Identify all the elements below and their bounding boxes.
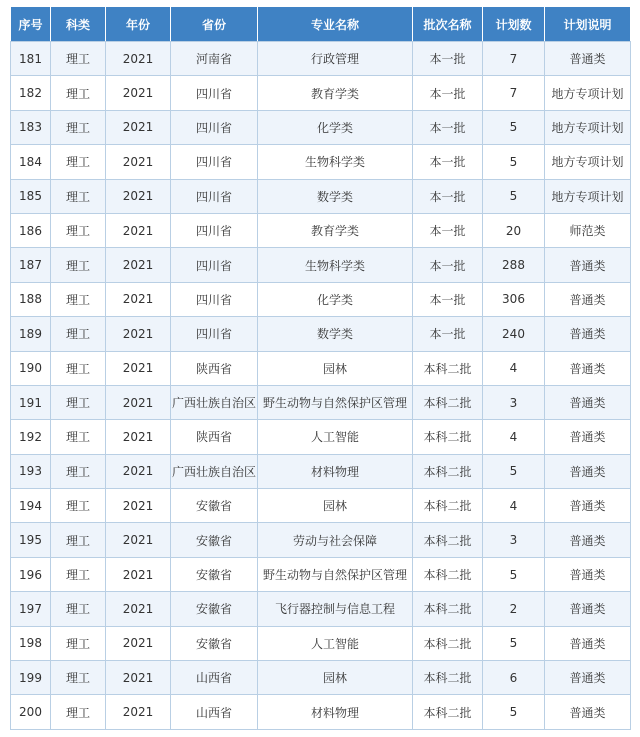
cell-plan-note: 地方专项计划 (545, 145, 631, 179)
cell-index: 198 (11, 626, 51, 660)
cell-index: 181 (11, 42, 51, 76)
table-row (11, 385, 631, 419)
cell-index: 182 (11, 76, 51, 110)
cell-batch: 本一批 (413, 42, 483, 76)
cell-index: 189 (11, 317, 51, 351)
table-row (11, 76, 631, 110)
cell-province: 广西壮族自治区 (171, 385, 258, 419)
cell-batch: 本科二批 (413, 351, 483, 385)
cell-province: 山西省 (171, 695, 258, 729)
cell-plan-count: 4 (483, 489, 545, 523)
table-row (11, 523, 631, 557)
cell-plan-note: 普通类 (545, 661, 631, 695)
cell-year: 2021 (106, 626, 171, 660)
cell-batch: 本一批 (413, 76, 483, 110)
cell-index: 195 (11, 523, 51, 557)
cell-batch: 本科二批 (413, 523, 483, 557)
cell-index: 196 (11, 557, 51, 591)
cell-plan-count: 5 (483, 695, 545, 729)
table-row (11, 145, 631, 179)
table-header (11, 7, 631, 42)
cell-plan-note: 普通类 (545, 454, 631, 488)
table-row (11, 420, 631, 454)
cell-plan-count: 6 (483, 661, 545, 695)
cell-plan-note: 普通类 (545, 695, 631, 729)
cell-subject-type: 理工 (51, 282, 106, 316)
cell-year: 2021 (106, 317, 171, 351)
cell-year: 2021 (106, 523, 171, 557)
table-row (11, 489, 631, 523)
cell-province: 四川省 (171, 76, 258, 110)
cell-major: 行政管理 (258, 42, 413, 76)
cell-year: 2021 (106, 76, 171, 110)
cell-subject-type: 理工 (51, 626, 106, 660)
table-row (11, 42, 631, 76)
cell-major: 化学类 (258, 282, 413, 316)
cell-subject-type: 理工 (51, 213, 106, 247)
cell-year: 2021 (106, 351, 171, 385)
cell-plan-note: 地方专项计划 (545, 76, 631, 110)
cell-batch: 本一批 (413, 179, 483, 213)
cell-province: 陕西省 (171, 351, 258, 385)
cell-plan-note: 地方专项计划 (545, 179, 631, 213)
table-row (11, 592, 631, 626)
cell-major: 数学类 (258, 317, 413, 351)
cell-subject-type: 理工 (51, 145, 106, 179)
cell-major: 野生动物与自然保护区管理 (258, 557, 413, 591)
cell-batch: 本一批 (413, 213, 483, 247)
cell-plan-note: 普通类 (545, 42, 631, 76)
cell-year: 2021 (106, 282, 171, 316)
table-row (11, 179, 631, 213)
cell-plan-count: 3 (483, 523, 545, 557)
cell-index: 186 (11, 213, 51, 247)
cell-major: 教育学类 (258, 213, 413, 247)
cell-major: 园林 (258, 661, 413, 695)
cell-plan-note: 普通类 (545, 592, 631, 626)
cell-batch: 本科二批 (413, 695, 483, 729)
header-cell-province: 省份 (171, 7, 258, 42)
cell-province: 四川省 (171, 110, 258, 144)
cell-province: 安徽省 (171, 489, 258, 523)
cell-province: 安徽省 (171, 523, 258, 557)
cell-year: 2021 (106, 145, 171, 179)
cell-plan-count: 20 (483, 213, 545, 247)
cell-batch: 本一批 (413, 145, 483, 179)
cell-major: 数学类 (258, 179, 413, 213)
cell-year: 2021 (106, 42, 171, 76)
cell-subject-type: 理工 (51, 110, 106, 144)
cell-province: 四川省 (171, 282, 258, 316)
table-row (11, 317, 631, 351)
cell-plan-note: 地方专项计划 (545, 110, 631, 144)
cell-index: 190 (11, 351, 51, 385)
cell-plan-count: 4 (483, 420, 545, 454)
cell-subject-type: 理工 (51, 489, 106, 523)
cell-subject-type: 理工 (51, 592, 106, 626)
cell-plan-count: 240 (483, 317, 545, 351)
cell-province: 安徽省 (171, 626, 258, 660)
cell-subject-type: 理工 (51, 42, 106, 76)
table-row (11, 626, 631, 660)
enrollment-plan-table (10, 6, 631, 730)
cell-year: 2021 (106, 179, 171, 213)
table-row (11, 248, 631, 282)
cell-year: 2021 (106, 454, 171, 488)
cell-major: 飞行器控制与信息工程 (258, 592, 413, 626)
cell-major: 材料物理 (258, 695, 413, 729)
cell-batch: 本科二批 (413, 454, 483, 488)
cell-batch: 本科二批 (413, 661, 483, 695)
table-body (11, 42, 631, 730)
cell-major: 教育学类 (258, 76, 413, 110)
cell-province: 河南省 (171, 42, 258, 76)
cell-plan-count: 5 (483, 179, 545, 213)
cell-province: 陕西省 (171, 420, 258, 454)
cell-batch: 本科二批 (413, 557, 483, 591)
cell-plan-note: 普通类 (545, 351, 631, 385)
cell-year: 2021 (106, 489, 171, 523)
cell-province: 安徽省 (171, 592, 258, 626)
cell-batch: 本科二批 (413, 385, 483, 419)
header-row (11, 7, 631, 42)
cell-province: 安徽省 (171, 557, 258, 591)
cell-plan-count: 5 (483, 454, 545, 488)
cell-batch: 本科二批 (413, 420, 483, 454)
cell-year: 2021 (106, 248, 171, 282)
cell-province: 山西省 (171, 661, 258, 695)
cell-subject-type: 理工 (51, 523, 106, 557)
cell-subject-type: 理工 (51, 454, 106, 488)
cell-province: 四川省 (171, 317, 258, 351)
cell-subject-type: 理工 (51, 695, 106, 729)
cell-plan-count: 7 (483, 42, 545, 76)
cell-plan-note: 普通类 (545, 557, 631, 591)
cell-plan-count: 3 (483, 385, 545, 419)
cell-batch: 本一批 (413, 110, 483, 144)
cell-index: 192 (11, 420, 51, 454)
cell-batch: 本科二批 (413, 489, 483, 523)
table-row (11, 213, 631, 247)
cell-batch: 本一批 (413, 317, 483, 351)
cell-major: 生物科学类 (258, 145, 413, 179)
header-cell-major: 专业名称 (258, 7, 413, 42)
table-row (11, 557, 631, 591)
cell-plan-count: 5 (483, 626, 545, 660)
cell-subject-type: 理工 (51, 76, 106, 110)
table-row (11, 110, 631, 144)
cell-index: 185 (11, 179, 51, 213)
cell-index: 194 (11, 489, 51, 523)
header-cell-batch: 批次名称 (413, 7, 483, 42)
table-row (11, 454, 631, 488)
cell-index: 184 (11, 145, 51, 179)
cell-plan-note: 普通类 (545, 523, 631, 557)
header-cell-index: 序号 (11, 7, 51, 42)
cell-major: 材料物理 (258, 454, 413, 488)
cell-plan-note: 普通类 (545, 282, 631, 316)
cell-plan-count: 306 (483, 282, 545, 316)
cell-index: 188 (11, 282, 51, 316)
cell-province: 四川省 (171, 248, 258, 282)
cell-plan-note: 普通类 (545, 626, 631, 660)
cell-year: 2021 (106, 661, 171, 695)
cell-year: 2021 (106, 420, 171, 454)
cell-major: 园林 (258, 351, 413, 385)
cell-subject-type: 理工 (51, 248, 106, 282)
cell-year: 2021 (106, 592, 171, 626)
cell-year: 2021 (106, 213, 171, 247)
cell-province: 四川省 (171, 213, 258, 247)
table-row (11, 282, 631, 316)
cell-major: 园林 (258, 489, 413, 523)
cell-plan-note: 普通类 (545, 489, 631, 523)
cell-batch: 本一批 (413, 248, 483, 282)
cell-index: 200 (11, 695, 51, 729)
cell-plan-count: 4 (483, 351, 545, 385)
cell-plan-count: 288 (483, 248, 545, 282)
cell-plan-count: 5 (483, 145, 545, 179)
cell-year: 2021 (106, 110, 171, 144)
cell-province: 四川省 (171, 145, 258, 179)
table-row (11, 695, 631, 729)
cell-batch: 本科二批 (413, 592, 483, 626)
cell-subject-type: 理工 (51, 385, 106, 419)
cell-index: 183 (11, 110, 51, 144)
cell-index: 199 (11, 661, 51, 695)
cell-subject-type: 理工 (51, 179, 106, 213)
cell-major: 生物科学类 (258, 248, 413, 282)
cell-index: 191 (11, 385, 51, 419)
cell-plan-note: 普通类 (545, 385, 631, 419)
cell-index: 187 (11, 248, 51, 282)
cell-province: 四川省 (171, 179, 258, 213)
cell-subject-type: 理工 (51, 351, 106, 385)
header-cell-year: 年份 (106, 7, 171, 42)
cell-plan-note: 普通类 (545, 420, 631, 454)
cell-major: 人工智能 (258, 420, 413, 454)
table-row (11, 661, 631, 695)
cell-major: 野生动物与自然保护区管理 (258, 385, 413, 419)
cell-plan-count: 2 (483, 592, 545, 626)
cell-index: 197 (11, 592, 51, 626)
cell-subject-type: 理工 (51, 557, 106, 591)
cell-plan-count: 5 (483, 110, 545, 144)
header-cell-subject-type: 科类 (51, 7, 106, 42)
cell-plan-count: 7 (483, 76, 545, 110)
cell-major: 劳动与社会保障 (258, 523, 413, 557)
cell-plan-note: 普通类 (545, 248, 631, 282)
cell-plan-note: 普通类 (545, 317, 631, 351)
cell-batch: 本科二批 (413, 626, 483, 660)
cell-subject-type: 理工 (51, 661, 106, 695)
cell-province: 广西壮族自治区 (171, 454, 258, 488)
cell-plan-count: 5 (483, 557, 545, 591)
cell-subject-type: 理工 (51, 317, 106, 351)
cell-year: 2021 (106, 557, 171, 591)
cell-subject-type: 理工 (51, 420, 106, 454)
header-cell-plan-note: 计划说明 (545, 7, 631, 42)
cell-batch: 本一批 (413, 282, 483, 316)
cell-major: 人工智能 (258, 626, 413, 660)
cell-index: 193 (11, 454, 51, 488)
cell-plan-note: 师范类 (545, 213, 631, 247)
cell-year: 2021 (106, 385, 171, 419)
cell-year: 2021 (106, 695, 171, 729)
cell-major: 化学类 (258, 110, 413, 144)
table-row (11, 351, 631, 385)
header-cell-plan-count: 计划数 (483, 7, 545, 42)
